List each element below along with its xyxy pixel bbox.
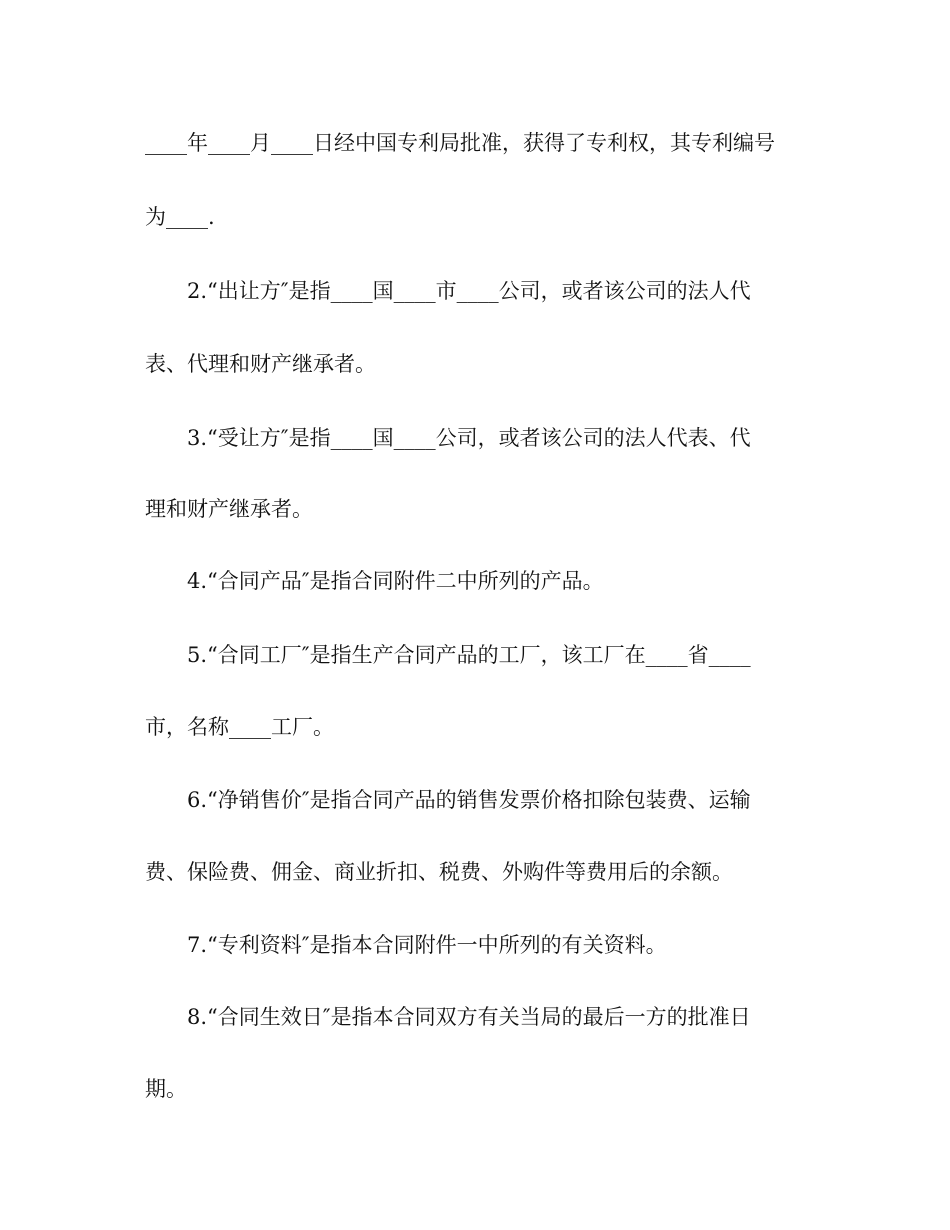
clause-2-line-2: 表、代理和财产继承者。: [145, 352, 376, 376]
clause-8-line-2: 期。: [145, 1077, 187, 1101]
clause-5-line-1: 5.“合同工厂″是指生产合同产品的工厂，该工厂在____省____: [187, 643, 751, 667]
text-line-2: 为____.: [145, 205, 215, 229]
clause-2-line-1: 2.“出让方″是指____国____市____公司，或者该公司的法人代: [187, 279, 751, 303]
clause-4-line-1: 4.“合同产品″是指合同附件二中所列的产品。: [187, 569, 604, 593]
clause-6-line-2: 费、保险费、佣金、商业折扣、税费、外购件等费用后的余额。: [145, 860, 733, 884]
clause-7-line-1: 7.“专利资料″是指本合同附件一中所列的有关资料。: [187, 933, 667, 957]
text-line-1: ____年____月____日经中国专利局批准，获得了专利权，其专利编号: [145, 131, 775, 155]
clause-8-line-1: 8.“合同生效日″是指本合同双方有关当局的最后一方的批准日: [187, 1005, 751, 1029]
clause-3-line-1: 3.“受让方″是指____国____公司，或者该公司的法人代表、代: [187, 426, 751, 450]
clause-6-line-1: 6.“净销售价″是指合同产品的销售发票价格扣除包装费、运输: [187, 788, 751, 812]
clause-5-line-2: 市，名称____工厂。: [145, 715, 334, 739]
clause-3-line-2: 理和财产继承者。: [145, 497, 313, 521]
